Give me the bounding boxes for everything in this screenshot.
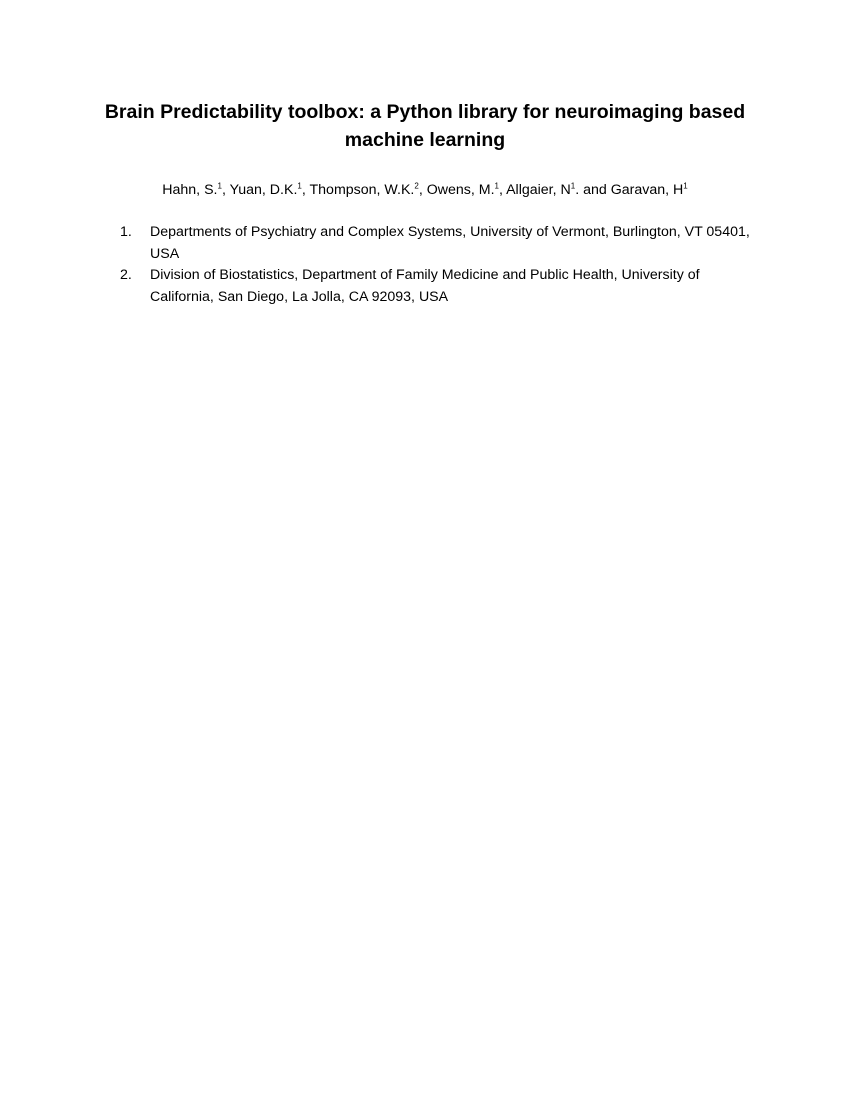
- affiliation-item: [120, 265, 760, 308]
- author-separator: . and: [575, 182, 611, 198]
- affiliation-item: [120, 222, 760, 265]
- author-separator: ,: [221, 182, 230, 198]
- author-affiliation-marker: 1: [570, 181, 576, 191]
- author-name: Owens, M.: [426, 182, 495, 198]
- author-name: Allgaier, N: [506, 182, 571, 198]
- author-affiliation-marker: 1: [494, 181, 499, 191]
- paper-title-line-2: machine learning: [344, 129, 506, 151]
- author-name: Hahn, S.: [162, 182, 218, 198]
- author-affiliation-marker: 2: [414, 181, 419, 191]
- affiliation-number: 2.: [120, 267, 132, 283]
- affiliation-list: [120, 222, 760, 308]
- author-affiliation-marker: 1: [683, 181, 688, 191]
- author-separator: ,: [418, 182, 427, 198]
- author-name: Yuan, D.K.: [229, 182, 298, 198]
- affiliation-number: 1.: [120, 224, 132, 240]
- author-name: Thompson, W.K.: [309, 182, 415, 198]
- author-separator: ,: [498, 182, 507, 198]
- paper-title-line-1: Brain Predictability toolbox: a Python library for neuroimaging based: [104, 101, 746, 123]
- author-separator: ,: [301, 182, 310, 198]
- author-name: Garavan, H: [610, 182, 684, 198]
- paper-title: [80, 98, 770, 154]
- affiliation-text: Division of Biostatistics, Department of Family Medicine and Public Health, University of California, San Diego, La Jolla, CA 92093, USA: [150, 267, 700, 305]
- author-affiliation-marker: 1: [217, 181, 222, 191]
- author-list: [80, 180, 770, 200]
- affiliation-text: Departments of Psychiatry and Complex Systems, University of Vermont, Burlington, VT 05401, USA: [150, 224, 750, 262]
- author-affiliation-marker: 1: [297, 181, 302, 191]
